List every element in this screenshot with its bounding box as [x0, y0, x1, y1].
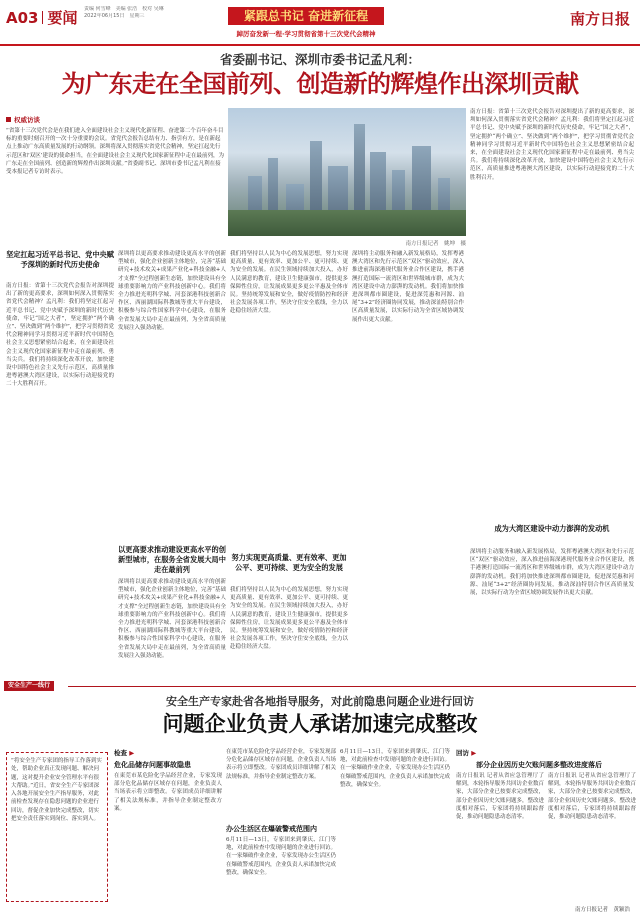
- article-column: 深圳将以更高要求推动建设更高水平的创新型城市，强化企业创新主体地位，完善“基础研究+技术攻关+成果产业化+科技金融+人才支撑”全过程创新生态链，加快建设具有全球重要影响力的产业科技创新中心。我们将全力推进光明科学城、河套深港科技创新合作区、西丽湖国际科教城等重大平台建设，积极参与综合性国家科学中心建设，在服务全省发展大局中走在最前列，为全省高质量发展注入强劲动能。: [118, 251, 226, 331]
- subhead: 以更高要求推动建设更高水平的创新型城市，在服务全省发展大局中走在最前列: [118, 545, 226, 574]
- city-skyline-photo: [228, 108, 466, 236]
- subhead: 努力实现更高质量、更有效率、更加公平、更可持续、更为安全的发展: [231, 553, 347, 572]
- bottom-headline: 问题企业负责人承诺加速完成整改: [162, 711, 478, 736]
- main-kicker: 省委副书记、深圳市委书记孟凡利：: [219, 52, 420, 67]
- subhead: 办公生活区在爆破警戒范围内: [226, 825, 317, 833]
- article-column: 深圳将主动服务和融入新发展格局，发挥粤港澳大湾区和先行示范区“双区”驱动效应，深入推进前海深港现代服务业合作区建设，携手港澳打造国际一流湾区和世界级城市群，成为大湾区建设中动力澎湃的发动机。我们将加快推进深圳都市圈建设，促进深莞惠和河源、汕尾“3+2”经济圈协同发展，推动深汕特别合作区高质量发展，以实际行动为全省区域协调发展作出更大贡献。: [470, 549, 634, 597]
- article-column: 6月11日—13日，专家团来到肇庆、江门等地，对此前检查中发现问题的企业进行回访。在一家爆破作业企业，专家发现办公生活区仍在爆破警戒范围内，企业负责人承诺加快完成整改，确保安全。: [226, 837, 336, 876]
- bottom-kicker: 安全生产专家赴省各地指导服务，对此前隐患问题企业进行回访: [166, 695, 474, 708]
- subhead: 危化品储存问题事故隐患: [114, 761, 191, 769]
- article-column: 深圳将主动服务和融入新发展格局，发挥粤港澳大湾区和先行示范区“双区”驱动效应，深入推进前海深港现代服务业合作区建设，携手港澳打造国际一流湾区和世界级城市群，成为大湾区建设中动力澎湃的发动机。我们将加快推进深圳都市圈建设，促进深莞惠和河源、汕尾“3+2”经济圈协同发展，推动深汕特别合作区高质量发展，以实际行动为全省区域协调发展作出更大贡献。: [352, 251, 464, 323]
- article-column: 南方日报：省第十三次党代会报告对深圳提出了新的更高要求，深圳如何深入贯彻落实省党代会精神？孟凡利：我们将坚定扛起习近平总书记、党中央赋予深圳的新时代历史使命，牢记“国之大者”，坚定拥护“两个确立”、坚决做到“两个维护”，把学习贯彻省党代会精神同学习贯彻习近平新时代中国特色社会主义思想紧密结合起来，在全面建设社会主义现代化国家新征程中走在最前列、勇当尖兵。我们将持续深化改革开放，加快建设中国特色社会主义先行示范区，高质量推进粤港澳大湾区建设，以实际行动迎接党的二十大胜利召开。: [470, 109, 634, 181]
- abstract-text: “省第十三次党代会是在我们进入全面建设社会主义现代化新征程、奋进第二个百年奋斗目标的重要时刻召开的一次十分重要的会议。省党代会报告总结有力、指引有方，是在新起点上推动广东高质量发展的行动纲领。深圳将深入贯彻落实省党代会精神，坚定扛起先行示范区和‘双区’建设的使命担当，在全面建设社会主义现代化国家新征程中走在最前列，为广东走在全国前列、创造新的辉煌作出深圳贡献。”省委副书记、深圳市委书记孟凡利在接受本报记者专访时表示。: [6, 128, 224, 176]
- abstract-box: [6, 115, 224, 225]
- page-info-line: 2022年06月15日 星期三: [84, 13, 145, 19]
- article-column: 深圳将以更高要求推动建设更高水平的创新型城市，强化企业创新主体地位，完善“基础研究+技术攻关+成果产业化+科技金融+人才支撑”全过程创新生态链，加快建设具有全球重要影响力的产业科技创新中心。我们将全力推进光明科学城、河套深港科技创新合作区、西丽湖国际科教城等重大平台建设，积极参与综合性国家科学中心建设，在服务全省发展大局中走在最前列，为全省高质量发展注入强劲动能。: [118, 579, 226, 659]
- check-label: 检查 ▶: [114, 749, 135, 757]
- article-column: 南方日报：省第十三次党代会报告对深圳提出了新的更高要求，深圳如何深入贯彻落实省党代会精神？孟凡利：我们将坚定扛起习近平总书记、党中央赋予深圳的新时代历史使命，牢记“国之大者”，坚定拥护“两个确立”、坚决做到“两个维护”，把学习贯彻省党代会精神同学习贯彻习近平新时代中国特色社会主义思想紧密结合起来，在全面建设社会主义现代化国家新征程中走在最前列、勇当尖兵。我们将持续深化改革开放，加快建设中国特色社会主义先行示范区，高质量推进粤港澳大湾区建设，以实际行动迎接党的二十大胜利召开。: [6, 283, 114, 388]
- section-name: 要闻: [47, 9, 78, 27]
- subhead: 成为大湾区建设中动力澎湃的发动机: [494, 524, 610, 533]
- campaign-subtitle: 踔厉奋发新一程·学习贯彻省第十三次党代会精神: [236, 30, 376, 38]
- article-column: 南方日报讯 记者从省应急管理厅了解到，本轮指导服务共回访企业数百家，大部分企业已按要求完成整改，部分企业因历史欠账问题多，整改进度相对落后，专家团将持续跟踪督促，推动问题隐患动态清零。: [548, 773, 636, 821]
- page-header: [0, 0, 640, 46]
- article-column: 我们将坚持以人民为中心的发展思想，努力实现更高质量、更有效率、更加公平、更可持续、更为安全的发展。在民生领域持续加大投入，办好人民满意的教育，建设卫生健康强市，提供更多保障性住房，让发展成果更多更公平惠及全体市民。坚持统筹发展和安全，做好疫情防控和经济社会发展各项工作，坚决守住安全底线，全力以赴稳住经济大盘。: [230, 251, 348, 315]
- article-column: 在東莞市某危险化学品经营企业，专家发现部分危化品储存区域存在问题，企业负责人当场表示将立即整改。专家团成员详细讲解了相关法规标准，并指导企业制定整改方案。: [226, 749, 336, 780]
- article-column: 南方日报讯 记者从省应急管理厅了解到，本轮指导服务共回访企业数百家，大部分企业已按要求完成整改，部分企业因历史欠账问题多，整改进度相对落后，专家团将持续跟踪督促，推动问题隐患动态清零。: [456, 773, 544, 821]
- byline: 南方日报记者 黄颖浩: [574, 907, 630, 913]
- campaign-banner: 紧跟总书记 奋进新征程: [228, 7, 384, 25]
- photo-caption: 南方日报记者 姚坤 摄: [405, 241, 466, 247]
- article-column: 在東莞市某危险化学品经营企业，专家发现部分危化品储存区域存在问题，企业负责人当场表示将立即整改。专家团成员详细讲解了相关法规标准，并指导企业制定整改方案。: [114, 773, 222, 812]
- newspaper-logo: 南方日报: [569, 10, 630, 28]
- page-info: [84, 6, 204, 20]
- subhead: 坚定扛起习近平总书记、党中央赋予深圳的新时代历史使命: [6, 250, 114, 269]
- intro-box: “将安全生产专家团的指导工作落到实处，帮助企业真正发现问题、解决问题，这对提升企业安全管理水平有很大帮助。”近日，省安全生产专家团深入各地开展安全生产指导服务，对此前检查发现存在隐患问题的企业进行回访，督促企业加快完成整改，切实把安全责任落实到岗位、落实到人。: [6, 752, 108, 902]
- section-bar: [0, 681, 640, 691]
- page-number: A03 要闻: [6, 9, 78, 27]
- subhead: 部分企业因历史欠账问题多整改进度落后: [476, 761, 602, 769]
- header-rule: [0, 44, 640, 46]
- main-headline: 为广东走在全国前列、创造新的辉煌作出深圳贡献: [61, 69, 579, 98]
- article-column: 6月11日—13日，专家团来到肇庆、江门等地，对此前检查中发现问题的企业进行回访。在一家爆破作业企业，专家发现办公生活区仍在爆破警戒范围内，企业负责人承诺加快完成整改，确保安全。: [340, 749, 450, 788]
- abstract-tag: 权威访谈: [6, 115, 224, 124]
- section-tag: 安全生产一线行: [4, 681, 54, 691]
- revisit-label: 回访 ▶: [456, 749, 477, 757]
- article-column: 我们将坚持以人民为中心的发展思想，努力实现更高质量、更有效率、更加公平、更可持续、更为安全的发展。在民生领域持续加大投入，办好人民满意的教育，建设卫生健康强市，提供更多保障性住房，让发展成果更多更公平惠及全体市民。坚持统筹发展和安全，做好疫情防控和经济社会发展各项工作，坚决守住安全底线，全力以赴稳住经济大盘。: [230, 587, 348, 651]
- page-info-line: 责编 何雪峰 美编 张浩 校对 吴琳: [84, 6, 164, 12]
